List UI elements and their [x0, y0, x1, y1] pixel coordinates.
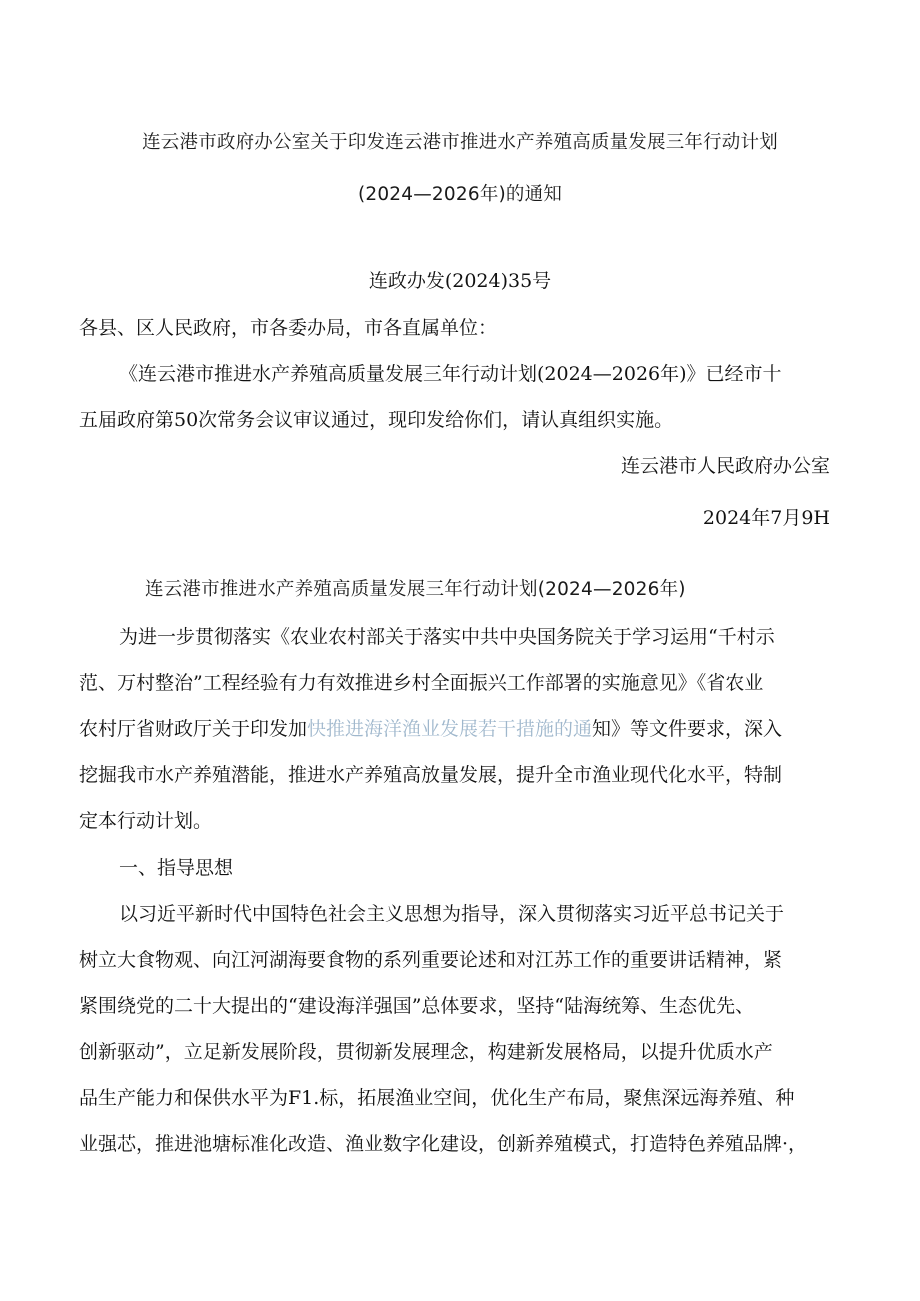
plan-intro-line: 为进一步贯彻落实《农业农村部关于落实中共中央国务院关于学习运用“千村示 — [119, 626, 775, 648]
recipients: 各县、区人民政府，市各委办局，市各直属单位： — [79, 317, 498, 339]
issue-date: 2024年7月9H — [702, 507, 830, 529]
document-title-line-2: (2024—2026年)的通知 — [357, 184, 563, 205]
section-paragraph-line: 树立大食物观、向江河湖海要食物的系列重要论述和对江苏工作的重要讲话精神，紧 — [79, 949, 783, 971]
section-paragraph-line: 紧围绕党的二十大提出的“建设海洋强国”总体要求，坚持“陆海统筹、生态优先、 — [79, 995, 755, 1017]
document-number: 连政办发(2024)35号 — [368, 270, 552, 292]
plan-intro-line: 定本行动计划。 — [79, 810, 213, 832]
body-paragraph-line: 《连云港市推进水产养殖高质量发展三年行动计划(2024—2026年)》已经市十 — [119, 363, 782, 385]
body-paragraph-line: 五届政府第50次常务会议审议通过，现印发给你们，请认真组织实施。 — [79, 409, 674, 431]
section-paragraph-line: 以习近平新时代中国特色社会主义思想为指导，深入贯彻落实习近平总书记关于 — [119, 903, 785, 925]
plan-intro-line — [79, 717, 782, 741]
section-paragraph-line: 业强芯，推进池塘标准化改造、渔业数字化建设，创新养殖模式，打造特色养殖品牌·， — [79, 1133, 808, 1155]
plan-intro-line: 范、万村整治”工程经验有力有效推进乡村全面振兴工作部署的实施意见》《省农业 — [79, 672, 764, 694]
section-paragraph-line: 创新驱动”，立足新发展阶段，贯彻新发展理念，构建新发展格局，以提升优质水产 — [79, 1041, 773, 1063]
plan-intro-text: 农村厅省财政厅关于印发加 — [79, 718, 308, 740]
document-title-line-1: 连云港市政府办公室关于印发连云港市推进水产养殖高质量发展三年行动计划 — [142, 132, 778, 153]
section-heading: 一、指导思想 — [119, 857, 234, 879]
faded-linked-text: 快推进海洋渔业发展若干措施的通 — [307, 718, 593, 740]
issuer-signature: 连云港市人民政府办公室 — [620, 455, 830, 477]
plan-title: 连云港市推进水产养殖高质量发展三年行动计划(2024—2026年) — [145, 579, 686, 600]
plan-intro-line: 挖掘我市水产养殖潜能，推进水产养殖高放量发展，提升全市渔业现代化水平，特制 — [79, 764, 783, 786]
section-paragraph-line: 品生产能力和保供水平为F1.标，拓展渔业空间，优化生产布局，聚焦深远海养殖、种 — [79, 1087, 795, 1109]
plan-intro-text: 知》等文件要求，深入 — [592, 718, 783, 740]
